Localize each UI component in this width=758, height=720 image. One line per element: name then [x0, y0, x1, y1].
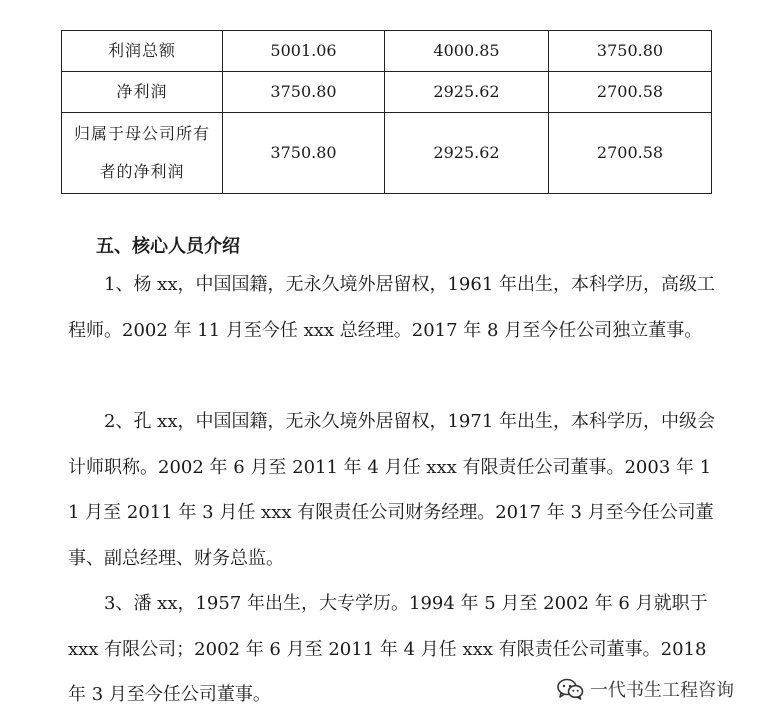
table-cell: 3750.80: [549, 31, 712, 72]
row-label: 利润总额: [62, 31, 223, 72]
bio-paragraph: 3、潘 xx，1957 年出生，大专学历。1994 年 5 月至 2002 年 6 月就职于 xxx 有限公司；2002 年 6 月至 2011 年 4 月任 xxx 有限责任公司董事。2018 年 3 月至今任公司董事。: [68, 593, 708, 705]
financial-table: [61, 30, 712, 194]
table-cell: 2925.62: [385, 72, 549, 113]
watermark: [556, 676, 734, 702]
table-cell: 3750.80: [223, 113, 385, 194]
row-label: 归属于母公司所有者的净利润: [62, 113, 223, 194]
bio-paragraph: 1、杨 xx，中国国籍，无永久境外居留权，1961 年出生，本科学历，高级工程师。2002 年 11 月至今任 xxx 总经理。2017 年 8 月至今任公司独立董事。: [68, 274, 716, 341]
table-row: [62, 72, 712, 113]
table-row: [62, 113, 712, 194]
table-cell: 2700.58: [549, 72, 712, 113]
table-cell: 4000.85: [385, 31, 549, 72]
row-label: 净利润: [62, 72, 223, 113]
table-cell: 5001.06: [223, 31, 385, 72]
table-row: [62, 31, 712, 72]
table-cell: 2700.58: [549, 113, 712, 194]
table-cell: 2925.62: [385, 113, 549, 194]
bio-paragraph: 2、孔 xx，中国国籍，无永久境外居留权，1971 年出生，本科学历，中级会计师职称。2002 年 6 月至 2011 年 4 月任 xxx 有限责任公司董事。2003 年 11 月至 2011 年 3 月任 xxx 有限责任公司财务经理。2017 年 3 月至今任公司董事、副总经理、财务总监。: [68, 411, 716, 569]
watermark-text: 一代书生工程咨询: [590, 680, 734, 701]
section-heading: 五、核心人员介绍: [96, 236, 240, 257]
table-cell: 3750.80: [223, 72, 385, 113]
wechat-icon: [556, 678, 584, 700]
